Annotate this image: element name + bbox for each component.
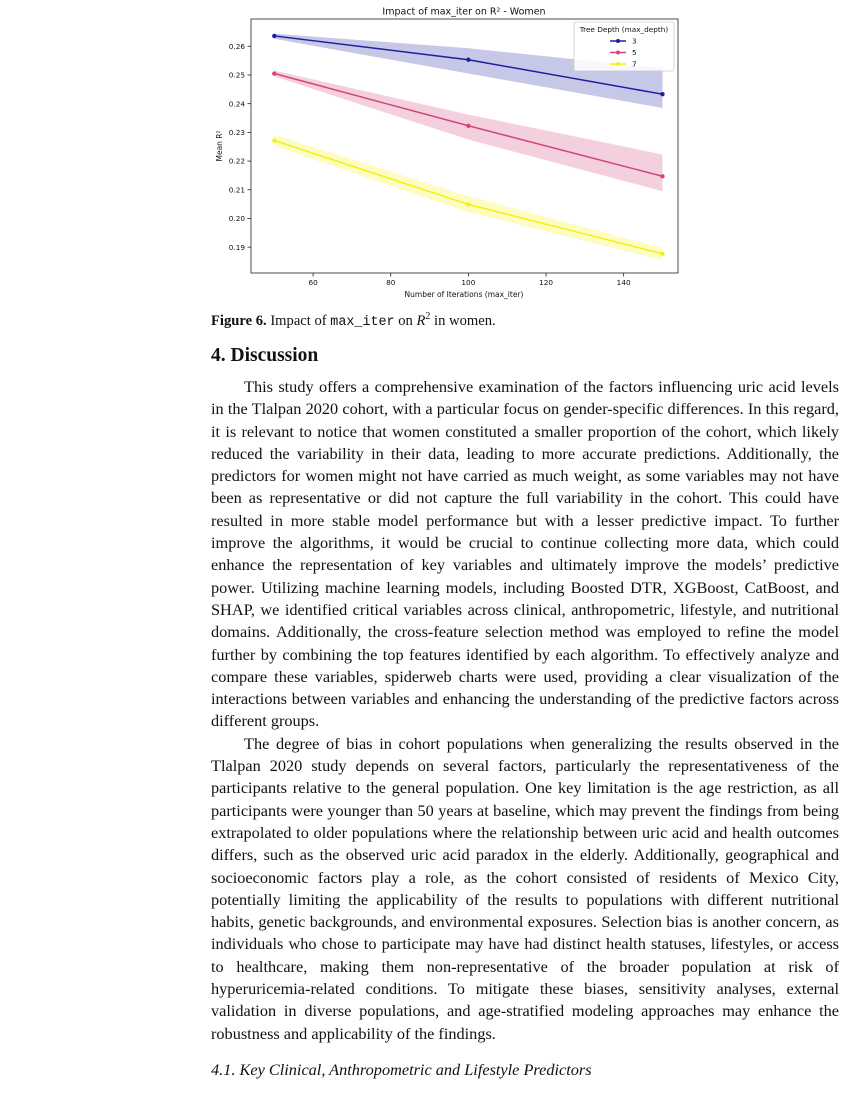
y-tick-label: 0.25 [228,70,245,80]
legend-label-5: 5 [632,48,637,58]
y-tick-label: 0.21 [228,185,245,195]
y-tick-label: 0.22 [228,156,245,166]
legend-label-3: 3 [632,36,637,46]
data-point-5 [660,174,664,178]
y-tick-label: 0.24 [228,99,245,109]
data-point-5 [466,124,470,128]
caption-superscript: 2 [425,311,431,322]
x-tick-label: 60 [308,278,318,287]
x-tick-label: 120 [539,278,553,287]
x-tick-label: 100 [461,278,476,287]
data-point-3 [272,34,276,38]
caption-text-after: in women. [430,313,496,329]
x-tick-label: 140 [616,278,631,287]
legend-title: Tree Depth (max_depth) [579,25,669,34]
data-point-7 [466,202,470,206]
line-chart [0,0,849,310]
legend-marker-3 [616,39,620,43]
y-tick-label: 0.26 [228,41,245,51]
caption-text-before: Impact of [266,313,331,329]
paragraph: The degree of bias in cohort populations when generalizing the results observed in the Tlalpan 2020 study depends on several factors, particularly the representativeness of the participants relative to the general population. One key limitation is the age restriction, as all participants were younger than 50 years at baseline, which may prevent the findings from being extrapolated to older populations where the relationship between uric acid and health outcomes differs, such as the observed uric acid paradox in the elderly. Additionally, geographical and socioeconomic factors play a role, as the cohort consisted of residents of Mexico City, potentially limiting the applicability of the results to populations with different nutritional habits, genetic backgrounds, and environmental exposures. Selection bias is another concern, as individuals who chose to participate may have had distinct health statuses, lifestyles, or access to healthcare, making them non-representative of the broader population at risk of hyperuricemia-related conditions. To mitigate these biases, sensitivity analyses, external validation in diverse populations, and age-stratified modeling approaches may enhance the robustness and applicability of the findings. [211,733,839,1043]
figure-caption [211,313,496,330]
legend-marker-7 [616,62,620,66]
x-axis-ticks [308,273,631,287]
x-axis-label: Number of Iterations (max_iter) [404,290,524,299]
figure-label: Figure 6. [211,313,267,329]
data-point-7 [272,138,276,142]
data-point-7 [660,252,664,256]
y-tick-label: 0.23 [228,127,245,137]
data-point-3 [466,58,470,62]
caption-code: max_iter [330,315,395,330]
legend-marker-5 [616,51,620,55]
section-heading: 4. Discussion [211,345,319,366]
chart-title: Impact of max_iter on R² - Women [382,6,546,18]
x-tick-label: 80 [386,278,396,287]
y-tick-label: 0.19 [228,242,245,252]
chart-legend [574,22,674,71]
caption-r-symbol: R [416,313,426,329]
legend-label-7: 7 [632,59,637,69]
y-axis-label: Mean R² [215,130,224,162]
caption-text-mid: on [394,313,417,329]
discussion-body [211,376,839,1045]
paragraph: This study offers a comprehensive examination of the factors influencing uric acid levels in the Tlalpan 2020 cohort, with a particular focus on gender-specific differences. In this regard, it is relevant to notice that women constituted a smaller proportion of the cohort, which likely reduced the variability in their data, leading to more accurate predictions. Additionally, the predictors for women might not have carried as much weight, as some variables may not have been as representative or did not capture the full variability in the cohort. This could have resulted in more stable model performance but with a lesser predictive impact. To further improve the algorithms, it would be crucial to continue collecting more data, which could enhance the representation of key variables and ultimately improve the models’ predictive power. Utilizing machine learning models, including Boosted DTR, XGBoost, CatBoost, and SHAP, we identified critical variables across clinical, anthropometric, lifestyle, and nutritional domains. Additionally, the cross-feature selection method was employed to refine the model further by combining the top features identified by each algorithm. To effectively analyze and compare these variables, spiderweb charts were used, providing a clear visualization of the interactions between variables and enhancing the understanding of the predictive factors across different groups. [211,377,839,731]
data-point-5 [272,71,276,75]
subsection-heading: 4.1. Key Clinical, Anthropometric and Lifestyle Predictors [211,1060,592,1079]
y-axis-ticks [229,42,251,252]
data-point-3 [660,92,664,96]
y-tick-label: 0.20 [228,214,245,224]
